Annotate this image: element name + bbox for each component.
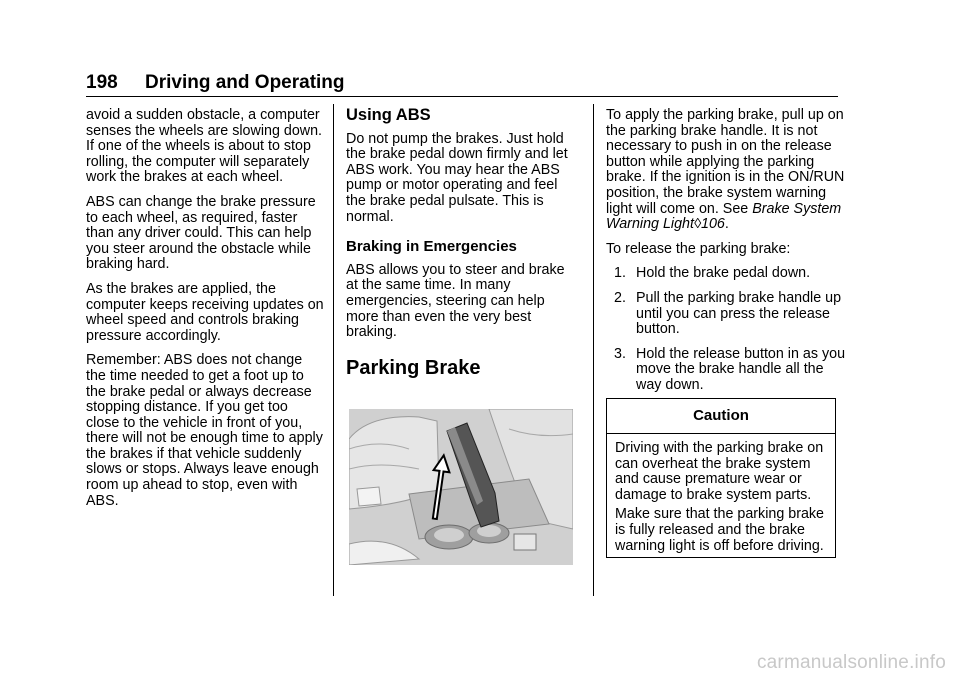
caution-title: Caution	[607, 399, 835, 434]
caution-body	[607, 434, 835, 554]
watermark: carmanualsonline.info	[756, 652, 946, 673]
step-item	[606, 266, 846, 282]
step-text: Hold the brake pedal down.	[636, 265, 811, 282]
step-text: Pull the parking brake handle up until you can press the release button.	[636, 289, 842, 338]
page-header	[86, 70, 838, 97]
heading-using-abs: Using ABS	[346, 106, 431, 124]
caution-box	[606, 398, 836, 558]
xref-period: .	[724, 216, 729, 233]
section-title: Driving and Operating	[145, 72, 345, 93]
using-abs-text: Do not pump the brakes. Just hold the brake pedal down firmly and let ABS work. You may hear the ABS pump or motor operating and feel the brake pedal pulsate. This is normal.	[346, 130, 568, 225]
xref-page: 106	[701, 216, 725, 233]
apply-parking-brake-text	[606, 108, 846, 233]
column-divider-right	[593, 104, 594, 596]
step-text: Hold the release button in as you move the brake handle all the way down.	[636, 345, 846, 393]
caution-paragraph-2: Make sure that the parking brake is fully released and the brake warning light is off before driving.	[615, 506, 825, 554]
parking-brake-drawing	[349, 409, 573, 565]
apply-text: To apply the parking brake, pull up on the parking brake handle. It is not necessary to push in on the release button while applying the parking brake. If the ignition is in the ON/RUN position, the brake system warning light will come on. See	[606, 107, 845, 217]
parking-brake-illustration	[349, 409, 573, 565]
step-number: 3.	[614, 345, 626, 362]
abs-paragraph-4: Remember: ABS does not change the time needed to get a foot up to the brake pedal or always decrease stopping distance. If you get too close to the vehicle in front of you, there will not be enough time to apply the brakes if that vehicle suddenly slows or stops. Always leave enough room up ahead to stop, even with ABS.	[86, 352, 323, 509]
step-number: 2.	[614, 289, 626, 306]
column-divider-left	[333, 104, 334, 596]
braking-emergencies-text: ABS allows you to steer and brake at the same time. In many emergencies, steering can help more than even the very best braking.	[346, 261, 565, 341]
step-item	[606, 347, 846, 394]
step-item	[606, 291, 846, 338]
step-number: 1.	[614, 265, 626, 282]
caution-paragraph-1: Driving with the parking brake on can overheat the brake system and cause premature wear or damage to brake system parts.	[615, 440, 824, 503]
column-middle	[346, 106, 578, 379]
abs-paragraph-3: As the brakes are applied, the computer keeps receiving updates on wheel speed and controls braking pressure accordingly.	[86, 280, 324, 344]
heading-parking-brake: Parking Brake	[346, 356, 481, 379]
column-right	[606, 108, 846, 403]
heading-braking-emergencies: Braking in Emergencies	[346, 238, 517, 256]
release-intro: To release the parking brake:	[606, 240, 791, 257]
xref-title: Brake System Warning Light	[606, 200, 842, 233]
abs-paragraph-2: ABS can change the brake pressure to each wheel, as required, faster than any driver could. This can help you steer around the obstacle while braking hard.	[86, 193, 316, 273]
xref-symbol: ◊	[693, 216, 702, 233]
abs-paragraph-1: avoid a sudden obstacle, a computer senses the wheels are slowing down. If one of the wheels is about to stop rolling, the computer will separately work the brakes at each wheel.	[86, 107, 323, 186]
column-left	[86, 108, 324, 518]
release-steps	[606, 266, 846, 393]
page-number: 198	[86, 72, 118, 93]
